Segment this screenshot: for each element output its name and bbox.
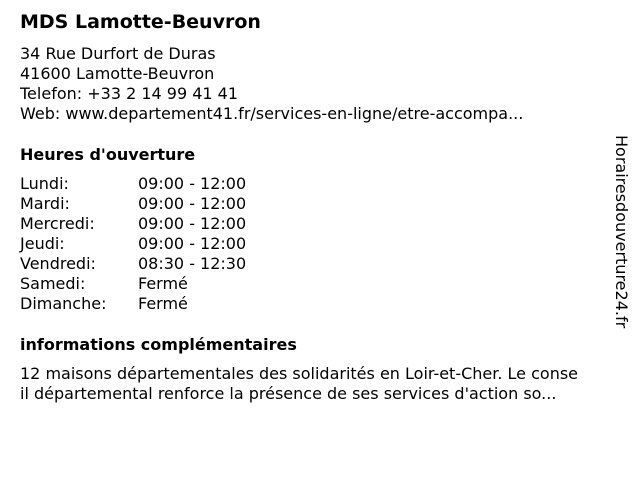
info-description [20,364,630,404]
website-link: Web: www.departement41.fr/services-en-ligne/etre-accompa... [20,104,524,123]
time-value: Fermé [138,294,188,313]
address-block [20,44,523,124]
page-title: MDS Lamotte-Beuvron [20,11,261,33]
info-line: 12 maisons départementales des solidarités en Loir-et-Cher. Le conse [20,364,579,383]
time-value: 09:00 - 12:00 [138,234,247,253]
hours-row-vendredi [20,254,246,274]
time-value: 08:30 - 12:30 [138,254,247,273]
city-address: 41600 Lamotte-Beuvron [20,64,215,83]
hours-row-mardi [20,194,246,214]
day-label: Samedi: [20,274,86,293]
time-value: 09:00 - 12:00 [138,174,247,193]
info-heading: informations complémentaires [20,335,297,354]
time-value: 09:00 - 12:00 [138,194,247,213]
hours-row-lundi [20,174,246,194]
street-address: 34 Rue Durfort de Duras [20,44,216,63]
day-label: Jeudi: [20,234,65,253]
opening-hours-list [20,174,246,314]
day-label: Mardi: [20,194,70,213]
site-watermark: Horairesdouverture24.fr [612,135,631,329]
hours-row-mercredi [20,214,246,234]
info-line: il départemental renforce la présence de ses services d'action so... [20,384,557,403]
phone-number: Telefon: +33 2 14 99 41 41 [20,84,239,103]
day-label: Dimanche: [20,294,107,313]
time-value: 09:00 - 12:00 [138,214,247,233]
hours-row-samedi [20,274,246,294]
day-label: Lundi: [20,174,69,193]
hours-heading: Heures d'ouverture [20,145,196,164]
day-label: Mercredi: [20,214,95,233]
hours-row-jeudi [20,234,246,254]
time-value: Fermé [138,274,188,293]
hours-row-dimanche [20,294,246,314]
day-label: Vendredi: [20,254,96,273]
